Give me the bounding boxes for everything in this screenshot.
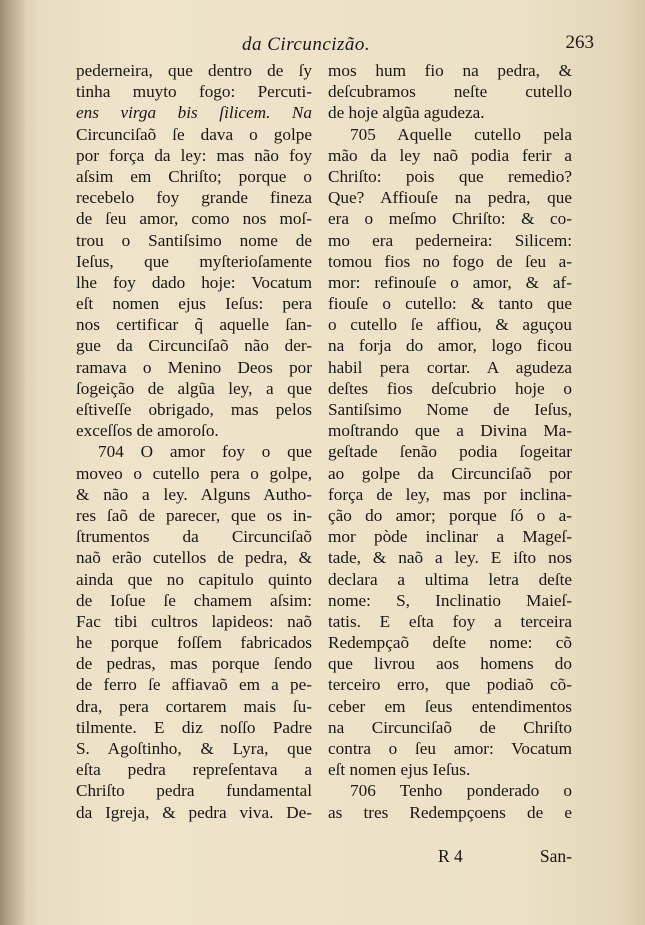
- text-line: Circunciſaõ ſe dava o golpe: [76, 124, 312, 144]
- text-line: declara a ultima letra deſte: [328, 569, 572, 589]
- text-line: terceiro erro, que podiaõ cõ-: [328, 675, 572, 695]
- paragraph-start-704: 704 O amor foy o que: [98, 442, 312, 462]
- text-line: tade, & naõ a ley. E iſto nos: [328, 548, 572, 568]
- text-line: recebelo foy grande fineza: [76, 188, 312, 208]
- text-line: eſt nomen ejus Ieſus.: [328, 760, 471, 780]
- text-line: ramava o Menino Deos por: [76, 357, 312, 377]
- paragraph-start-706: 706 Tenho ponderado o: [350, 781, 572, 801]
- text-line: pederneira, que dentro de ſy: [76, 61, 312, 80]
- book-gutter-shadow: [0, 0, 26, 925]
- text-line: eſta pedra repreſentava a: [76, 760, 312, 780]
- text-line: Redempçaõ deſte nome: cõ: [328, 633, 572, 653]
- text-line: ſogeição de algũa ley, a que: [76, 378, 312, 398]
- text-line: mo era pederneira: Silicem:: [328, 230, 572, 250]
- text-line: moſtrando que a Divina Ma-: [328, 421, 572, 441]
- text-line: da Igreja, & pedra viva. De-: [76, 802, 312, 822]
- text-line: naõ erão cutellos de pedra, &: [76, 548, 312, 568]
- text-line: lhe foy dado hoje: Vocatum: [76, 272, 312, 292]
- text-line: Que? Affiouſe na pedra, que: [328, 188, 572, 208]
- text-line: contra o ſeu amor: Vocatum: [328, 739, 572, 758]
- text-line: eſtiveſſe obrigado, mas pelos: [76, 400, 312, 419]
- text-line: moveo o cutello pera o golpe,: [76, 463, 312, 483]
- text-line: por força da ley: mas não foy: [76, 145, 312, 165]
- text-line: as tres Redempçoens de e: [328, 802, 572, 822]
- text-line: ſtrumentos da Circunciſaõ: [76, 527, 312, 547]
- text-line: res ſaõ de parecer, que os in-: [76, 505, 312, 525]
- text-line: nome: S, Inclinatio Maieſ-: [328, 590, 572, 610]
- text-line: ainda que no capitulo quinto: [76, 569, 312, 589]
- running-head: da Circuncizão.: [242, 34, 371, 55]
- text-line: ao golpe da Circunciſaõ por: [328, 463, 572, 483]
- text-line: tinha muyto fogo: Percuti-: [76, 82, 312, 102]
- text-line: de ferro ſe affiavaõ em a pe-: [76, 675, 312, 695]
- text-line: habil pera cortar. A agudeza: [328, 357, 572, 377]
- text-line: na forja do amor, logo ficou: [328, 336, 572, 356]
- text-line: Fac tibi cultros lapideos: naõ: [76, 611, 312, 631]
- right-text-column: [328, 60, 572, 823]
- text-line: mor pòde inclinar a Mageſ-: [328, 527, 572, 547]
- text-line: nos certificar q̃ aquelle ſan-: [76, 315, 312, 335]
- text-line: dra, pera cortarem mais ſu-: [76, 696, 312, 716]
- text-line: tomou fios no fogo de ſeu a-: [328, 251, 572, 271]
- page-number: 263: [565, 32, 594, 53]
- paragraph-start-705: 705 Aquelle cutello pela: [350, 124, 572, 144]
- text-line: mor: refinouſe o amor, & af-: [328, 272, 572, 292]
- text-line: fiouſe o cutello: & tanto que: [328, 294, 572, 314]
- text-line: de Ioſue ſe chamem aſsim:: [76, 590, 312, 610]
- text-line: Santiſsimo Nome de Ieſus,: [328, 400, 572, 419]
- text-line: eſt nomen ejus Ieſus: pera: [76, 294, 312, 314]
- page-footer: [328, 846, 572, 870]
- text-line: tilmente. E diz noſſo Padre: [76, 717, 312, 737]
- text-line: o cutello ſe affiou, & aguçou: [328, 315, 572, 335]
- text-line: deſcubramos neſte cutello: [328, 82, 572, 102]
- text-line: aſsim em Chriſto; porque o: [76, 166, 312, 186]
- text-line: Chriſto pedra fundamental: [76, 781, 312, 801]
- text-line: & não a ley. Alguns Autho-: [76, 484, 312, 504]
- text-line: na Circunciſaõ de Chriſto: [328, 717, 572, 737]
- left-text-column: [76, 60, 312, 823]
- text-line: de ſeu amor, como nos moſ-: [76, 209, 312, 229]
- text-line: de pedras, mas porque ſendo: [76, 654, 312, 674]
- catchword: San-: [539, 846, 572, 866]
- text-line: exceſſos de amoroſo.: [76, 421, 219, 441]
- text-line: geſtade ſenão podia ſogeitar: [328, 442, 572, 462]
- text-line: ção do amor; porque ſó o a-: [328, 505, 572, 525]
- text-line: mos hum fio na pedra, &: [328, 61, 572, 80]
- page-header: [74, 28, 594, 58]
- text-line: Chriſto: pois que remedio?: [328, 166, 572, 186]
- text-line: mão da ley naõ podia ferir a: [328, 145, 572, 165]
- text-line: trou o Santiſsimo nome de: [76, 230, 312, 250]
- text-line: ens virga bis ſilicem. Na: [76, 103, 312, 123]
- text-line: ceber em ſeus entendimentos: [328, 696, 572, 716]
- text-line: que livrou aos homens do: [328, 654, 572, 674]
- text-line: Ieſus, que myſterioſamente: [76, 251, 312, 271]
- text-line: força de ley, mas por inclina-: [328, 484, 572, 504]
- signature-mark: R 4: [438, 846, 463, 866]
- text-line: tatis. E eſta foy a terceira: [328, 611, 572, 631]
- text-line: he porque foſſem fabricados: [76, 633, 312, 653]
- text-line: deſtes fios deſcubrio hoje o: [328, 378, 572, 398]
- text-line: gue da Circunciſaõ não der-: [76, 336, 312, 356]
- text-line: de hoje algũa agudeza.: [328, 103, 485, 123]
- text-line: era o meſmo Chriſto: & co-: [328, 209, 572, 229]
- text-line: S. Agoſtinho, & Lyra, que: [76, 739, 312, 758]
